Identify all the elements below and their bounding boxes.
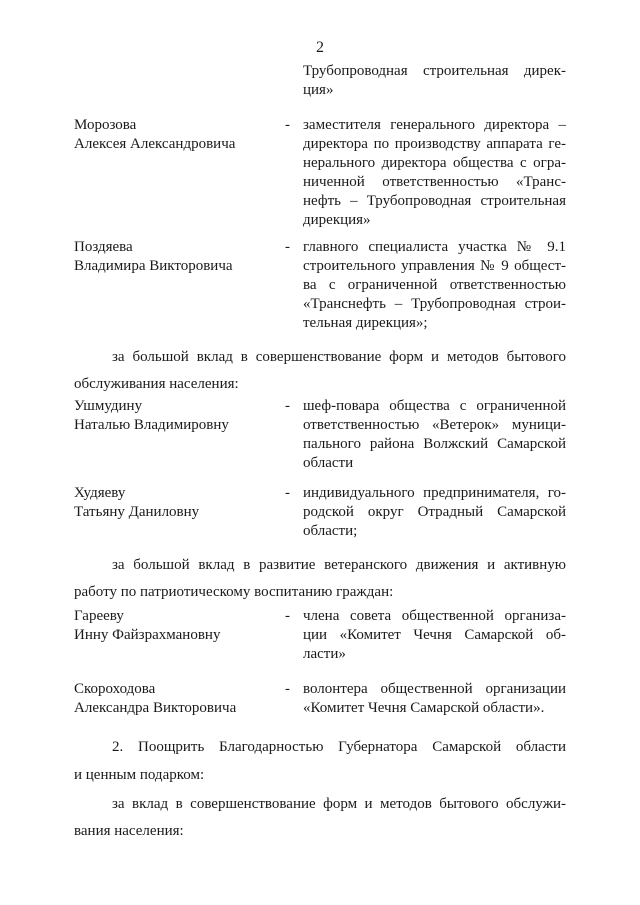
recipient-position <box>303 238 566 333</box>
award-category-paragraph <box>74 552 566 606</box>
entry-dash: - <box>285 681 290 697</box>
paragraph-line: за большой вклад в развитие ветеранского движения и активную <box>112 557 566 573</box>
desc-line: тельная дирекция»; <box>303 315 428 331</box>
paragraph-line: за вклад в совершенствование форм и методов бытового обслужи- <box>112 796 566 812</box>
desc-line: области <box>303 455 354 471</box>
paragraph-line: вания населения: <box>74 823 184 839</box>
desc-line: дирекция» <box>303 212 371 228</box>
paragraph-line: работу по патриотическому воспитанию граждан: <box>74 584 394 600</box>
entry-dash: - <box>285 608 290 624</box>
award-category-paragraph <box>74 344 566 398</box>
recipient-position <box>303 397 566 473</box>
entry-dash: - <box>285 239 290 255</box>
desc-line: заместителя генерального директора – <box>303 117 566 133</box>
recipient-name <box>74 680 279 718</box>
recipient-surname: Гарееву <box>74 608 124 624</box>
desc-line: области; <box>303 523 358 539</box>
desc-line: «Транснефть – Трубопроводная строи- <box>303 296 566 312</box>
recipient-position <box>303 680 566 718</box>
recipient-given-names: Александра Викторовича <box>74 700 237 716</box>
desc-line: пального района Волжский Самарской <box>303 436 566 452</box>
recipient-surname: Ушмудину <box>74 398 143 414</box>
entry-dash: - <box>285 117 290 133</box>
desc-line: директора по производству аппарата ге- <box>303 136 566 152</box>
desc-line: ция» <box>303 82 334 98</box>
award-category-paragraph <box>74 791 566 845</box>
desc-line: шеф-повара общества с ограниченной <box>303 398 566 414</box>
desc-line: ции «Комитет Чечня Самарской об- <box>303 627 566 643</box>
recipient-position <box>303 116 566 230</box>
desc-line: нефть – Трубопроводная строительная <box>303 193 566 209</box>
recipient-given-names: Наталью Владимировну <box>74 417 229 433</box>
recipient-position <box>303 484 566 541</box>
recipient-given-names: Инну Файзрахмановну <box>74 627 221 643</box>
desc-line: строительного управления № 9 общест- <box>303 258 566 274</box>
numbered-paragraph <box>74 733 566 789</box>
recipient-given-names: Владимира Викторовича <box>74 258 233 274</box>
desc-line: родской округ Отрадный Самарской <box>303 504 566 520</box>
recipient-name <box>74 116 279 154</box>
entry-dash: - <box>285 398 290 414</box>
recipient-surname: Скороходова <box>74 681 156 697</box>
paragraph-line: обслуживания населения: <box>74 376 239 392</box>
recipient-name <box>74 607 279 645</box>
recipient-name <box>74 238 279 276</box>
desc-line: ответственностью «Ветерок» муници- <box>303 417 566 433</box>
recipient-given-names: Татьяну Даниловну <box>74 504 200 520</box>
recipient-surname: Худяеву <box>74 485 126 501</box>
page-number: 2 <box>316 39 324 56</box>
desc-line: «Комитет Чечня Самарской области». <box>303 700 545 716</box>
desc-line: ласти» <box>303 646 346 662</box>
paragraph-line: и ценным подарком: <box>74 767 205 783</box>
recipient-surname: Поздяева <box>74 239 133 255</box>
recipient-position <box>303 607 566 664</box>
recipient-name <box>74 484 279 522</box>
recipient-surname: Морозова <box>74 117 137 133</box>
desc-line: главного специалиста участка № 9.1 <box>303 239 566 255</box>
entry-dash: - <box>285 485 290 501</box>
desc-line: ва с ограниченной ответственностью <box>303 277 566 293</box>
desc-line: нерального директора общества с огра- <box>303 155 566 171</box>
desc-line: члена совета общественной организа- <box>303 608 566 624</box>
desc-line: ниченной ответственностью «Транс- <box>303 174 566 190</box>
recipient-name <box>74 397 279 435</box>
recipient-given-names: Алексея Александровича <box>74 136 236 152</box>
desc-line: Трубопроводная строительная дирек- <box>303 63 566 79</box>
desc-line: волонтера общественной организации <box>303 681 566 697</box>
desc-line: индивидуального предпринимателя, го- <box>303 485 566 501</box>
paragraph-line: за большой вклад в совершенствование форм и методов бытового <box>112 349 566 365</box>
paragraph-line: 2. Поощрить Благодарностью Губернатора Самарской области <box>112 739 566 755</box>
continuation-text <box>303 62 566 100</box>
